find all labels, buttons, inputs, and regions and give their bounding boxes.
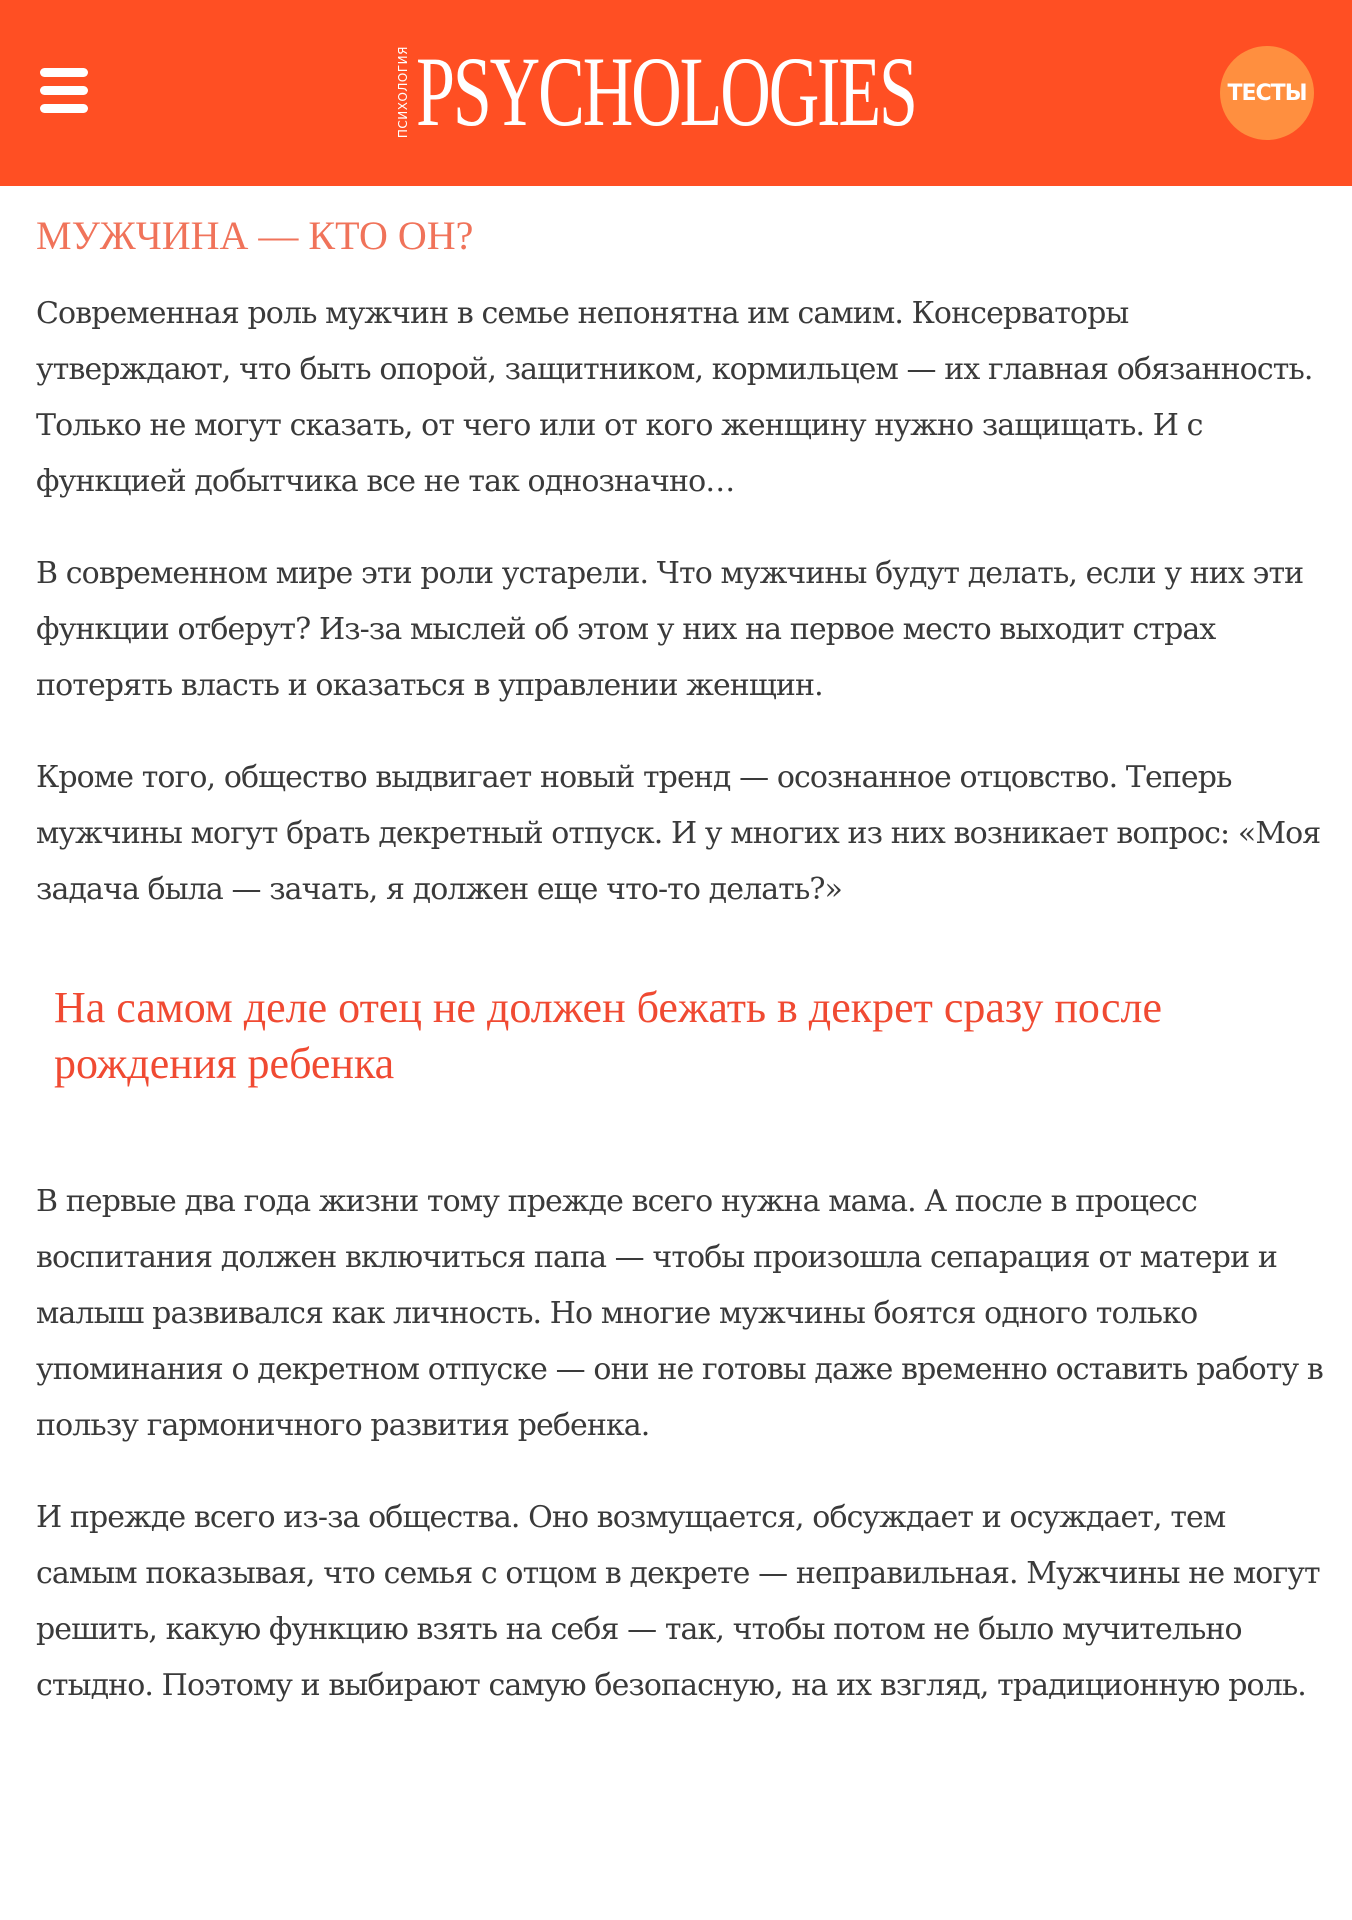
article-paragraph-4: В первые два года жизни тому прежде всего нужна мама. А после в процесс воспитания должен включиться папа — чтобы произошла сепарация от матери и малыш развивался как личность. Но многие мужчины боятся одного только упоминания о декретном отпуске — они не готовы даже временно оставить работу в пользу гармоничного развития ребенка. xyxy=(36,1184,1323,1443)
menu-bar-middle xyxy=(40,86,88,95)
section-title: МУЖЧИНА — КТО ОН? xyxy=(36,213,474,258)
article-paragraph-1: Современная роль мужчин в семье непонятна им самим. Консерваторы утверждают, что быть опорой, защитником, кормильцем — их главная обязанность. Только не могут сказать, от чего или от кого женщину нужно защищать. И с функцией добытчика все не так однозначно… xyxy=(36,296,1313,499)
site-header xyxy=(0,0,1352,186)
article-paragraph-2: В современном мире эти роли устарели. Что мужчины будут делать, если у них эти функции отберут? Из-за мыслей об этом у них на первое место выходит страх потерять власть и оказаться в управлении женщин. xyxy=(36,556,1304,703)
site-logo[interactable] xyxy=(396,36,1130,147)
article-paragraph-3: Кроме того, общество выдвигает новый тренд — осознанное отцовство. Теперь мужчины могут брать декретный отпуск. И у многих из них возникает вопрос: «Моя задача была — зачать, я должен еще что-то делать?» xyxy=(36,760,1321,907)
pull-quote: На самом деле отец не должен бежать в декрет сразу после рождения ребенка xyxy=(54,983,1163,1088)
logo-subtitle: ПСИХОЛОГИЯ xyxy=(396,45,410,138)
tests-button[interactable]: ТЕСТЫ xyxy=(1220,46,1314,140)
article-paragraph-5: И прежде всего из-за общества. Оно возмущается, обсуждает и осуждает, тем самым показывая, что семья с отцом в декрете — неправильная. Мужчины не могут решить, какую функцию взять на себя — так, чтобы потом не было мучительно стыдно. Поэтому и выбирают самую безопасную, на их взгляд, традиционную роль. xyxy=(36,1500,1320,1703)
hamburger-menu-icon[interactable] xyxy=(28,52,100,128)
logo-wordmark: PSYCHOLOGIES xyxy=(416,36,916,147)
menu-bar-bottom xyxy=(40,104,88,113)
article-body xyxy=(36,186,1326,1714)
menu-bar-top xyxy=(40,68,88,77)
